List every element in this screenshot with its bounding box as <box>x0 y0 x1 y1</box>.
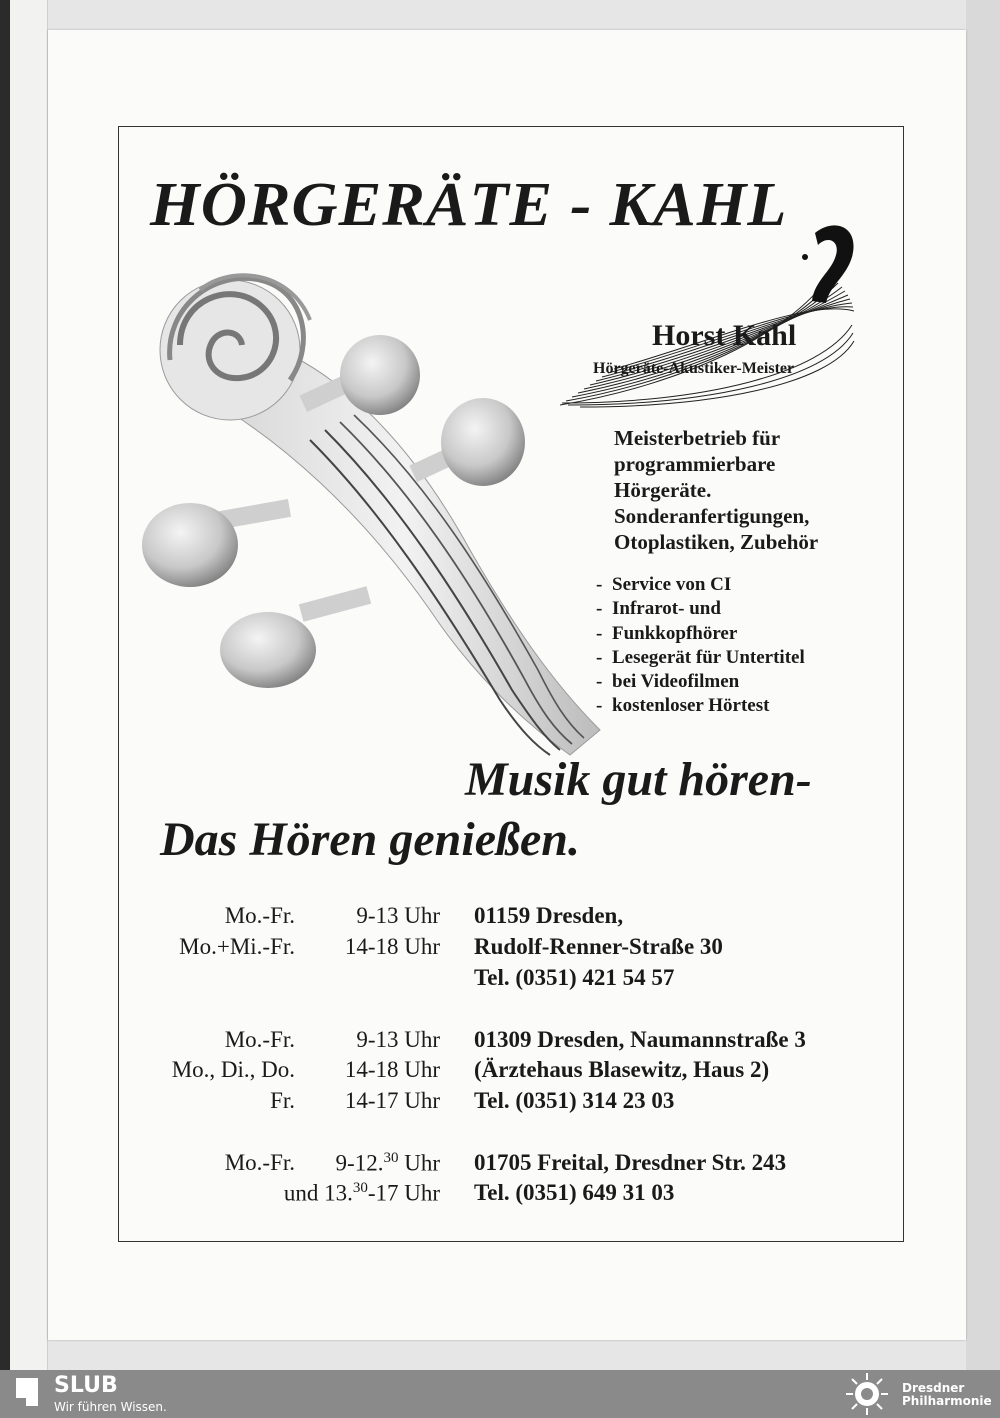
ad-headline: HÖRGERÄTE - KAHL <box>150 171 788 239</box>
slogan-line-1: Musik gut hören- <box>465 753 812 806</box>
slub-logo-icon[interactable] <box>16 1378 38 1406</box>
opening-days: Mo.-Fr. <box>224 1150 295 1175</box>
address-line: 01309 Dresden, Naumannstraße 3 <box>474 1027 806 1052</box>
services-list <box>596 573 805 719</box>
opening-days: Mo.-Fr. <box>224 1027 295 1052</box>
description-line: Otoplastiken, Zubehör <box>614 530 819 554</box>
opening-time: 14-17 Uhr <box>344 1088 440 1113</box>
previous-page-edge <box>10 0 48 1370</box>
violin-scroll-illustration <box>140 250 610 760</box>
phone-number: Tel. (0351) 649 31 03 <box>474 1180 675 1205</box>
description-line: Hörgeräte. <box>614 478 712 502</box>
partner-line-1: Dresdner <box>902 1381 965 1395</box>
opening-days: Mo., Di., Do. <box>171 1057 295 1082</box>
opening-time: 9-13 Uhr <box>356 1027 440 1052</box>
opening-time: 9-12.30 Uhr <box>335 1150 440 1176</box>
philharmonie-logo-text[interactable] <box>902 1382 992 1408</box>
service-item-continued: - bei Videofilmen <box>596 670 805 694</box>
address-line: 01159 Dresden, <box>474 903 624 928</box>
opening-days: Mo.+Mi.-Fr. <box>179 934 295 959</box>
scan-right-margin <box>966 0 1000 1370</box>
slub-logo-text[interactable]: SLUB <box>54 1373 118 1398</box>
scan-left-edge <box>0 0 10 1370</box>
address-line: (Ärztehaus Blasewitz, Haus 2) <box>474 1057 770 1082</box>
business-description <box>614 425 818 555</box>
opening-time: 9-13 Uhr <box>356 903 440 928</box>
service-item: - kostenloser Hörtest <box>596 694 805 718</box>
description-line: Sonderanfertigungen, <box>614 504 810 528</box>
opening-time: 14-18 Uhr <box>344 1057 440 1082</box>
opening-days: Fr. <box>270 1088 295 1113</box>
service-item: - Lesegerät für Untertitel <box>596 646 805 670</box>
description-line: Meisterbetrieb für <box>614 426 781 450</box>
partner-line-2: Philharmonie <box>902 1394 992 1408</box>
address-line: Rudolf-Renner-Straße 30 <box>474 934 723 959</box>
phone-number: Tel. (0351) 421 54 57 <box>474 965 675 990</box>
service-item: - Infrarot- und <box>596 597 805 621</box>
slogan-line-2: Das Hören genießen. <box>160 813 580 866</box>
scan-top-margin <box>48 0 966 30</box>
opening-days: Mo.-Fr. <box>224 903 295 928</box>
opening-time: 14-18 Uhr <box>344 934 440 959</box>
logo-name: Horst Kahl <box>652 319 797 352</box>
slub-tagline: Wir führen Wissen. <box>54 1400 167 1414</box>
phone-number: Tel. (0351) 314 23 03 <box>474 1088 675 1113</box>
service-item-continued: - Funkkopfhörer <box>596 622 805 646</box>
description-line: programmierbare <box>614 452 776 476</box>
logo-subtitle: Hörgeräte-Akustiker-Meister <box>593 360 795 377</box>
service-item: - Service von CI <box>596 573 805 597</box>
philharmonie-logo-icon[interactable] <box>844 1372 890 1416</box>
opening-time: und 13.30-17 Uhr <box>283 1180 440 1206</box>
address-line: 01705 Freital, Dresdner Str. 243 <box>474 1150 787 1175</box>
scan-bottom-margin <box>48 1340 966 1370</box>
horst-kahl-logo <box>560 215 860 410</box>
